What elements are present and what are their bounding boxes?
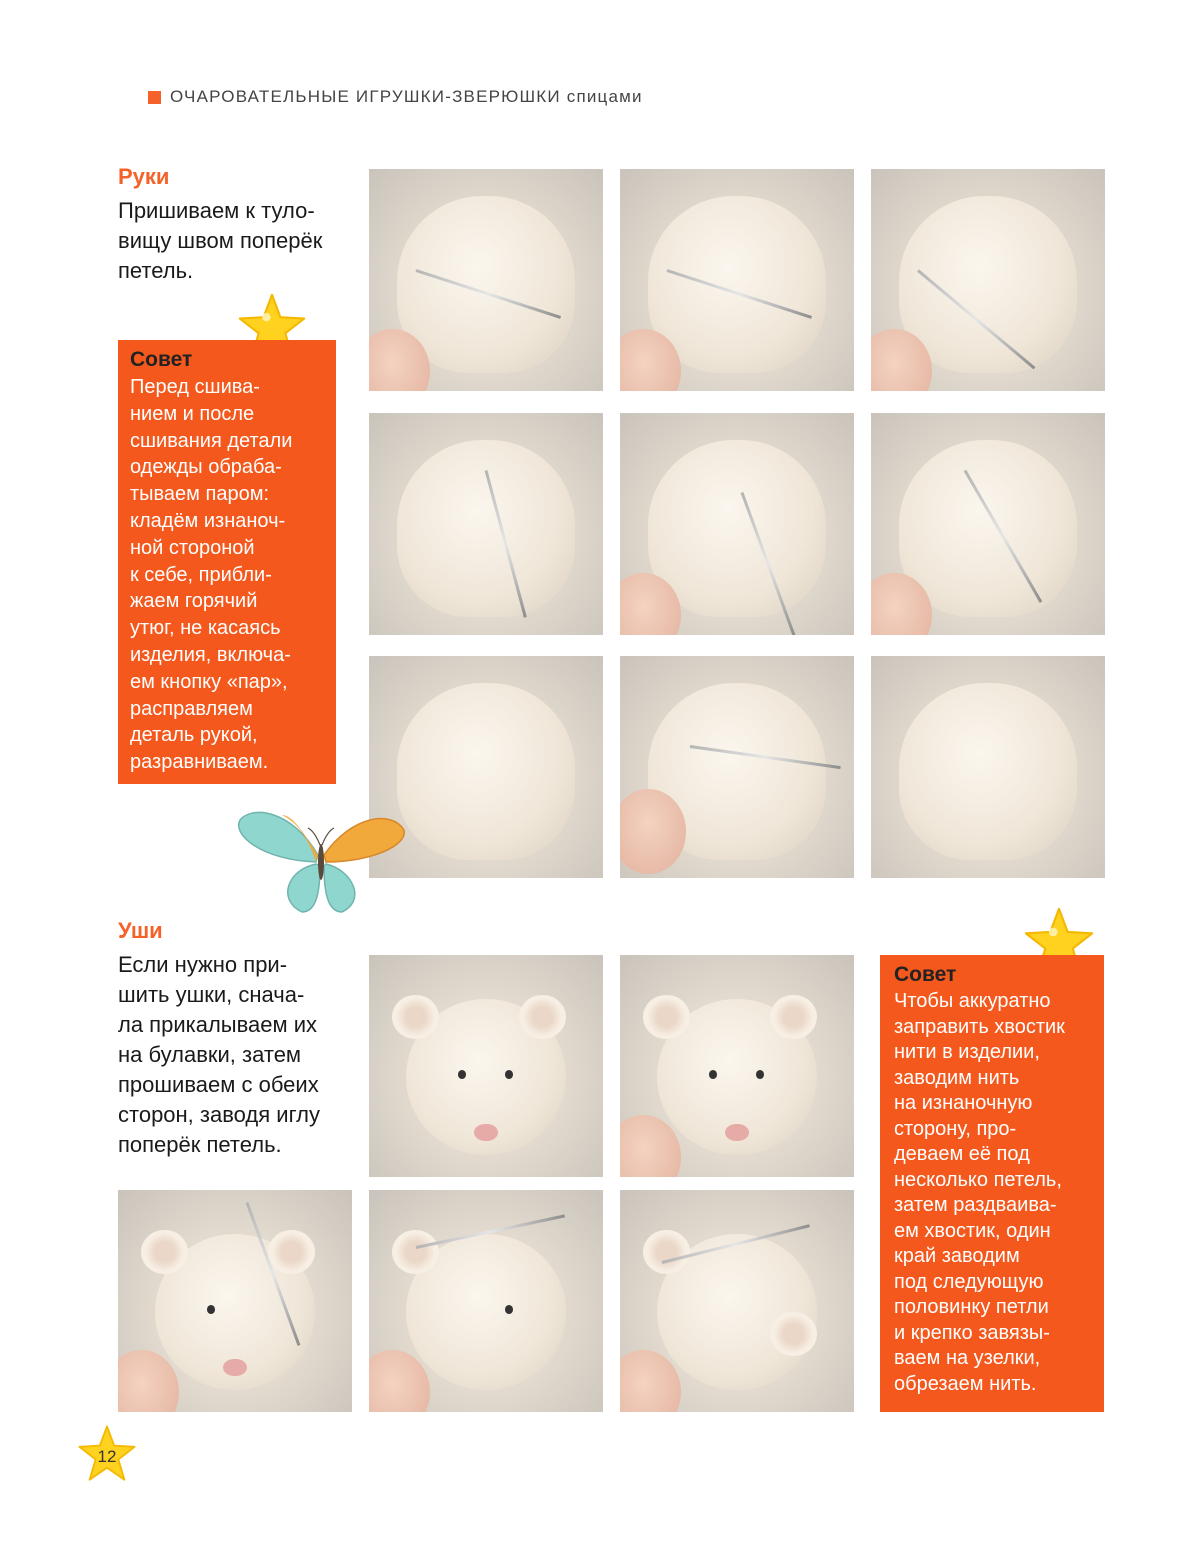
tip-line: ной стороной xyxy=(130,536,255,559)
tip-line: заправить хвостик xyxy=(894,1015,1065,1038)
arm-step-photo xyxy=(871,169,1105,391)
ears-line: сторон, заводя иглу xyxy=(118,1102,320,1127)
tip-line: разравниваем. xyxy=(130,751,269,774)
arms-line: петель. xyxy=(118,258,194,283)
arms-title: Руки xyxy=(118,164,170,189)
tip-line: жаем горячий xyxy=(130,590,258,613)
butterfly-icon xyxy=(232,800,410,918)
tip-line: затем раздваива- xyxy=(894,1194,1057,1216)
arm-step-photo xyxy=(369,413,603,635)
tip-line: нити в изделии, xyxy=(894,1041,1040,1063)
tip-line: утюг, не касаясь xyxy=(130,617,281,640)
header-square-icon xyxy=(148,91,161,104)
arms-line: Пришиваем к туло- xyxy=(118,198,315,223)
ears-line: прошиваем с обеих xyxy=(118,1072,319,1097)
tip-line: край заводим xyxy=(894,1245,1020,1267)
tip-line: ваем на узелки, xyxy=(894,1347,1041,1369)
tip-line: нием и после xyxy=(130,402,255,425)
tip-line: тываем паром: xyxy=(130,483,269,506)
tip-line: на изнаночную xyxy=(894,1092,1033,1114)
page-number-star xyxy=(76,1424,138,1484)
tip-line: одежды обраба- xyxy=(130,456,282,479)
arm-step-photo xyxy=(620,413,854,635)
tip-line: несколько петель, xyxy=(894,1168,1062,1191)
tip-line: половинку петли xyxy=(894,1296,1049,1318)
arm-step-photo xyxy=(620,656,854,878)
tip-line: ем кнопку «пар», xyxy=(130,670,288,693)
running-header xyxy=(148,87,643,107)
arms-line: вищу швом поперёк xyxy=(118,228,323,253)
ears-line: на булавки, затем xyxy=(118,1042,302,1067)
arm-step-photo xyxy=(871,413,1105,635)
page-number: 12 xyxy=(97,1447,117,1466)
tip-line: к себе, прибли- xyxy=(130,563,272,586)
tip-line: и крепко завязы- xyxy=(894,1321,1050,1344)
tip-body xyxy=(130,374,324,776)
ear-step-photo xyxy=(118,1190,352,1412)
ears-line: поперёк петель. xyxy=(118,1132,282,1157)
tip-line: деталь рукой, xyxy=(130,724,258,747)
tip-line: ем хвостик, один xyxy=(894,1219,1051,1242)
arm-step-photo xyxy=(369,169,603,391)
tip-title: Совет xyxy=(894,963,957,986)
header-title: ОЧАРОВАТЕЛЬНЫЕ ИГРУШКИ-ЗВЕРЮШКИ спицами xyxy=(170,87,643,106)
ear-step-photo xyxy=(620,1190,854,1412)
tip-line: обрезаем нить. xyxy=(894,1372,1037,1395)
ear-step-photo xyxy=(369,1190,603,1412)
tip-line: кладём изнаноч- xyxy=(130,509,286,532)
tip-line: под следующую xyxy=(894,1270,1044,1293)
tip-line: Перед сшива- xyxy=(130,376,260,398)
arm-step-photo xyxy=(871,656,1105,878)
ear-step-photo xyxy=(369,955,603,1177)
tip-line: расправляем xyxy=(130,697,253,720)
ears-line: ла прикалываем их xyxy=(118,1012,318,1037)
arm-step-photo xyxy=(620,169,854,391)
tip-line: изделия, включа- xyxy=(130,643,291,666)
tip-body xyxy=(894,989,1090,1397)
ear-step-photo xyxy=(620,955,854,1177)
ears-title: Уши xyxy=(118,918,163,943)
tip-line: Чтобы аккуратно xyxy=(894,990,1051,1012)
tip-box-yarn-tail xyxy=(880,955,1104,1412)
tip-box-steaming xyxy=(118,340,336,784)
ears-line: шить ушки, снача- xyxy=(118,982,305,1007)
arms-text xyxy=(118,196,354,286)
tip-line: сшивания детали xyxy=(130,429,293,452)
tip-line: сторону, про- xyxy=(894,1117,1017,1140)
ears-text xyxy=(118,950,352,1160)
tip-title: Совет xyxy=(130,348,193,371)
ears-line: Если нужно при- xyxy=(118,952,288,977)
tip-line: заводим нить xyxy=(894,1066,1020,1089)
tip-line: деваем её под xyxy=(894,1143,1030,1165)
